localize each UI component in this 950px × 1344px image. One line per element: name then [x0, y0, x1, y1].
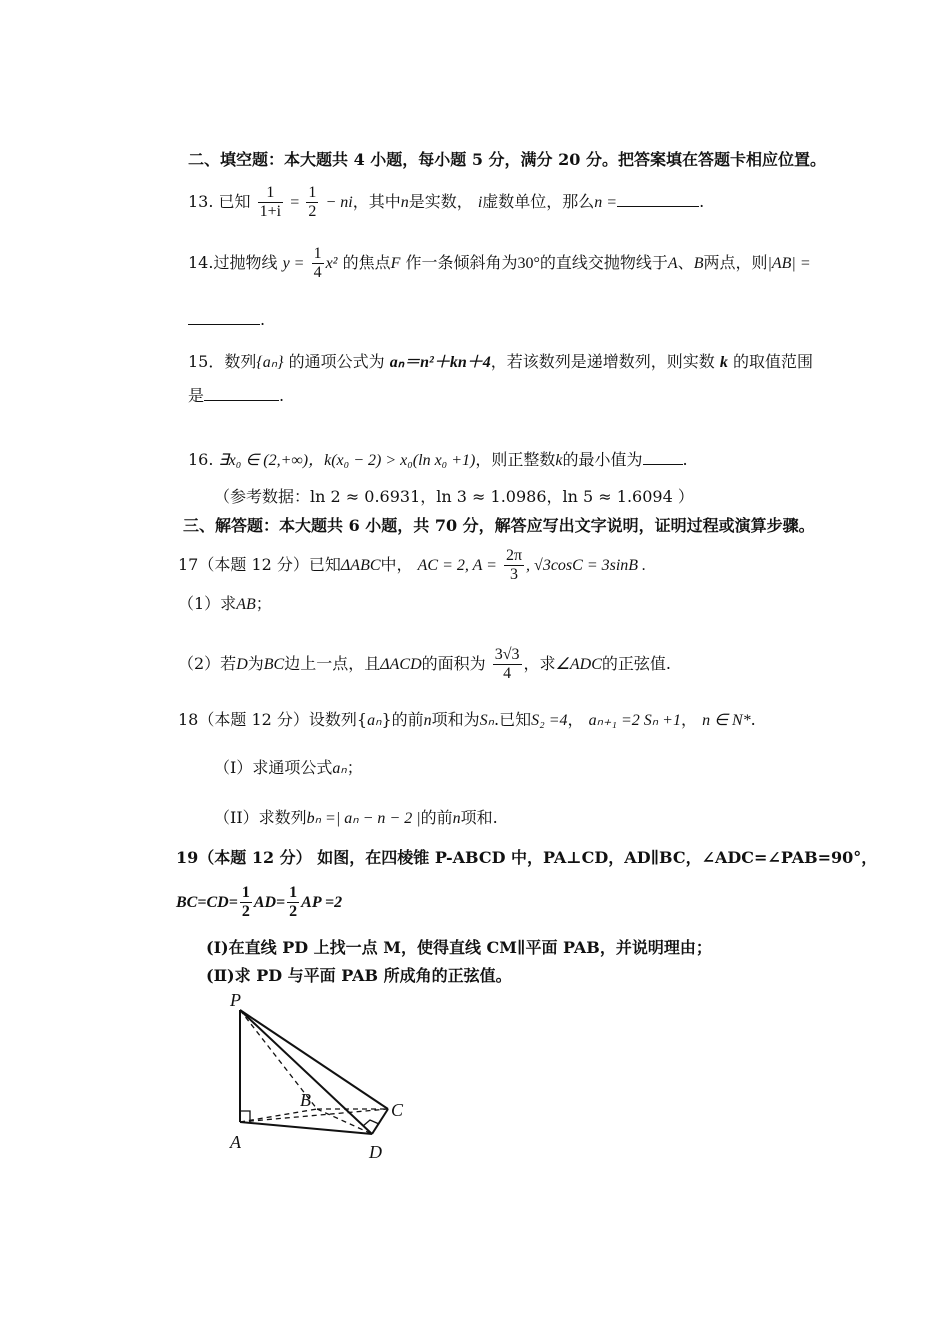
q15-text4: 的取值范围 — [732, 352, 813, 371]
q15-dot: . — [279, 386, 285, 405]
q15-text5: 是 — [188, 386, 205, 405]
q17-p2-label: （2）若 — [178, 654, 237, 673]
q13-n-eq: n = — [594, 194, 618, 211]
q15-text1: 数列 — [224, 352, 257, 371]
q13-fraction-2: $\frac{1}{2}$ — [308, 184, 317, 220]
q18-t3: .已知 — [494, 710, 532, 729]
q18-p1-var: aₙ — [332, 760, 347, 777]
q18-p1: （I）求通项公式 — [214, 758, 333, 777]
q19-ap: AP =2 — [301, 894, 343, 911]
q16-answer-blank — [643, 450, 683, 465]
q14-y-eq: y = — [282, 255, 305, 272]
q14-fraction: $\frac{1}{4}$ — [313, 245, 322, 281]
section-fill-blank-title: 二、填空题：本大题共 4 小题，每小题 5 分，满分 20 分。把答案填在答题卡相应位置。 — [188, 150, 826, 169]
q14-AB: |AB| = — [767, 255, 811, 272]
q18-part2 — [214, 808, 498, 829]
question-15 — [188, 352, 813, 373]
q17-ACD: ΔACD — [380, 656, 422, 673]
q19-line2 — [176, 884, 342, 921]
q19-part2: (Ⅱ)求 PD 与平面 PAB 所成角的正弦值。 — [206, 966, 512, 985]
q15-seq: {aₙ} — [256, 354, 284, 371]
q13-dot: . — [699, 192, 705, 211]
q18-p2-var: bₙ =| aₙ − n − 2 | — [306, 810, 421, 827]
q13-number: 13. — [188, 192, 214, 211]
question-14 — [188, 245, 811, 282]
q18-t1: }的前 — [381, 710, 424, 729]
q16-text2: 的最小值为 — [562, 450, 643, 469]
q13-pre: 已知 — [218, 192, 251, 211]
q13-n: n — [400, 194, 409, 211]
question-18 — [178, 710, 756, 731]
q17-p1-end: ； — [255, 594, 272, 613]
q16-text1: ，则正整数 — [475, 450, 556, 469]
q17-part1 — [178, 594, 272, 615]
q19-half-1: $\frac{1}{2}$ — [241, 884, 250, 920]
q14-text2: 作一条倾斜角为 — [405, 253, 518, 272]
q13-text1: ，其中 — [352, 192, 401, 211]
label-D: D — [369, 1142, 382, 1162]
q17-p2-t4: ，求 — [523, 654, 556, 673]
q14-F: F — [390, 255, 401, 272]
q16-condition: ∃x₀ ∈ (2,+∞)，k(x₀ − 2) > x₀(ln x₀ +1) — [218, 452, 476, 469]
q17-angle: ∠ADC — [555, 656, 602, 673]
q15-formula: aₙ＝n²＋kn＋4 — [389, 354, 491, 371]
q13-i: i — [477, 194, 483, 211]
q18-t5: ， — [680, 710, 697, 729]
q17-p2-t3: 的面积为 — [421, 654, 486, 673]
edge-PC — [240, 1010, 388, 1109]
question-16 — [188, 450, 688, 471]
edge-AB — [240, 1109, 317, 1122]
q18-domain: n ∈ N* — [702, 712, 751, 729]
q17-p2-t5: 的正弦值. — [601, 654, 671, 673]
q13-minus-ni: − ni — [325, 194, 353, 211]
q18-S: Sₙ — [479, 712, 495, 729]
q18-p2-tail: 项和. — [460, 808, 498, 827]
q19-half-2: $\frac{1}{2}$ — [289, 884, 298, 920]
q16-reference-data: （参考数据：ln 2 ≈ 0.6931，ln 3 ≈ 1.0986，ln 5 ≈ 1.6094 ） — [214, 487, 694, 506]
q14-B: B — [693, 255, 704, 272]
q13-text3: 虚数单位，那么 — [482, 192, 595, 211]
q14-x-squared: x² — [325, 255, 338, 272]
q15-answer-blank — [204, 386, 279, 401]
q18-head: 18（本题 12 分）设数列{ — [178, 710, 368, 729]
q13-answer-blank — [617, 192, 699, 207]
q14-dot: . — [260, 310, 266, 329]
q14-text3: 的直线交抛物线于 — [539, 253, 668, 272]
q15-number: 15． — [188, 352, 225, 371]
q16-dot: . — [682, 450, 688, 469]
q17-part2 — [178, 646, 671, 683]
q17-cond2: , √3cosC = 3sinB . — [526, 557, 647, 574]
right-angle-A — [240, 1111, 250, 1122]
question-13 — [188, 184, 704, 221]
q18-t2: 项和为 — [431, 710, 480, 729]
label-B: B — [300, 1090, 311, 1110]
q14-A: A — [667, 255, 678, 272]
label-C: C — [391, 1100, 404, 1120]
q14-text1: 的焦点 — [342, 253, 391, 272]
q18-n: n — [423, 712, 432, 729]
question-19: 19（本题 12 分） 如图，在四棱锥 P-ABCD 中，PA⊥CD，AD∥BC，∠ADC=∠PAB=90°， — [176, 848, 878, 867]
q17-p2-t1: 为 — [247, 654, 264, 673]
q17-text1: 中， — [380, 555, 413, 574]
pyramid-figure — [222, 990, 412, 1165]
q17-cond1: AC = 2, A = — [417, 557, 497, 574]
q19-ad: AD= — [253, 894, 286, 911]
q17-head: 17（本题 12 分）已知 — [178, 555, 341, 574]
q15-text2: 的通项公式为 — [288, 352, 385, 371]
q17-p1-label: （1）求 — [178, 594, 237, 613]
q19-part1: (Ⅰ)在直线 PD 上找一点 M，使得直线 CM∥平面 PAB，并说明理由； — [206, 938, 712, 957]
q17-p2-t2: 边上一点，且 — [284, 654, 381, 673]
q17-p1-var: AB — [236, 596, 256, 613]
q15-text3: ，若该数列是递增数列，则实数 — [490, 352, 715, 371]
q14-answer-line — [188, 310, 265, 330]
q16-k: k — [555, 452, 563, 469]
q18-recurrence: aₙ₊₁ =2 Sₙ +1 — [588, 712, 681, 729]
q18-end: . — [750, 710, 756, 729]
q17-area-fraction: $\frac{3√3}{4}$ — [494, 646, 520, 682]
q19-bc-cd: BC=CD= — [176, 894, 238, 911]
q14-sep: 、 — [677, 253, 694, 272]
q17-BC: BC — [263, 656, 285, 673]
edge-AC — [240, 1109, 388, 1122]
q14-pre: 过抛物线 — [213, 253, 278, 272]
q18-t4: ， — [567, 710, 584, 729]
q15-k: k — [719, 354, 728, 371]
q17-D: D — [236, 656, 248, 673]
q16-number: 16. — [188, 450, 214, 469]
edge-PD — [240, 1010, 372, 1134]
q18-p1-end: ； — [346, 758, 363, 777]
q13-eq: = — [290, 194, 300, 211]
q15-line2 — [188, 386, 284, 406]
edge-AD — [240, 1122, 372, 1134]
section-solve-title: 三、解答题：本大题共 6 小题，共 70 分，解答应写出文字说明，证明过程或演算步骤。 — [183, 516, 815, 535]
q18-p2: （II）求数列 — [214, 808, 307, 827]
q17-triangle: ΔABC — [340, 557, 381, 574]
label-P: P — [230, 990, 241, 1010]
q17-fraction: $\frac{2\pi}{3}$ — [505, 547, 523, 583]
q18-S2: S₂ =4 — [531, 712, 568, 729]
q14-text4: 两点，则 — [703, 253, 768, 272]
question-17 — [178, 547, 646, 584]
q14-number: 14. — [188, 253, 214, 272]
q14-degree: 30° — [517, 255, 540, 272]
q18-a: aₙ — [367, 712, 382, 729]
q13-fraction-1: $\frac{1}{1+i}$ — [259, 184, 282, 220]
label-A: A — [230, 1132, 241, 1152]
q18-p2-end: 的前 — [420, 808, 453, 827]
q13-text2: 是实数， — [408, 192, 473, 211]
q18-p2-n: n — [452, 810, 461, 827]
q14-answer-blank — [188, 310, 260, 325]
q18-part1 — [214, 758, 363, 779]
